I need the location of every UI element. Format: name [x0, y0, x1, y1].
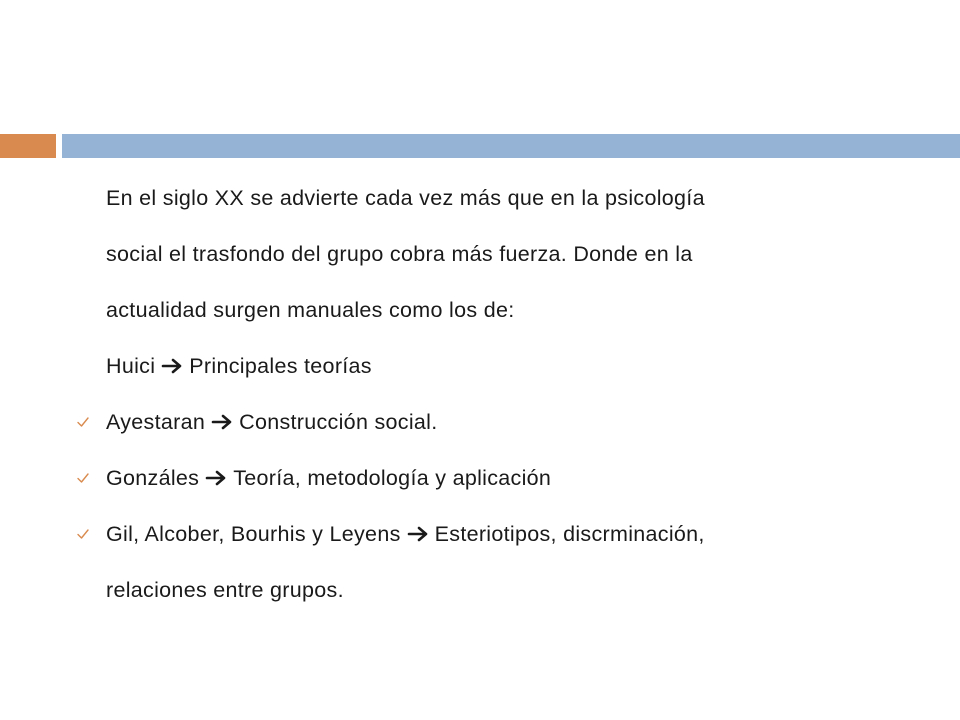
item-author: Ayestaran	[106, 410, 206, 434]
item-author: Huici	[106, 354, 156, 378]
item-author: Gonzáles	[106, 466, 200, 490]
item-topic: Construcción social.	[239, 410, 438, 434]
item-author: Gil, Alcober, Bourhis y Leyens	[106, 522, 401, 546]
intro-line: actualidad surgen manuales como los de:	[106, 298, 515, 322]
header-bar	[62, 134, 960, 158]
check-icon	[76, 506, 94, 562]
item-topic: Principales teorías	[189, 354, 372, 378]
right-arrow-icon	[205, 470, 227, 486]
item-topic-continuation: relaciones entre grupos.	[106, 578, 344, 602]
list-item	[106, 338, 906, 394]
list-item	[106, 450, 906, 506]
item-topic: Teoría, metodología y aplicación	[233, 466, 552, 490]
right-arrow-icon	[407, 526, 429, 542]
right-arrow-icon	[161, 358, 183, 374]
check-icon	[76, 450, 94, 506]
intro-paragraph	[106, 170, 906, 338]
intro-line: social el trasfondo del grupo cobra más fuerza. Donde en la	[106, 242, 693, 266]
right-arrow-icon	[211, 414, 233, 430]
check-icon	[76, 394, 94, 450]
list-item	[106, 506, 906, 618]
intro-line: En el siglo XX se advierte cada vez más que en la psicología	[106, 186, 705, 210]
item-topic: Esteriotipos, discrminación,	[434, 522, 705, 546]
list-item	[106, 394, 906, 450]
accent-bar	[0, 134, 56, 158]
